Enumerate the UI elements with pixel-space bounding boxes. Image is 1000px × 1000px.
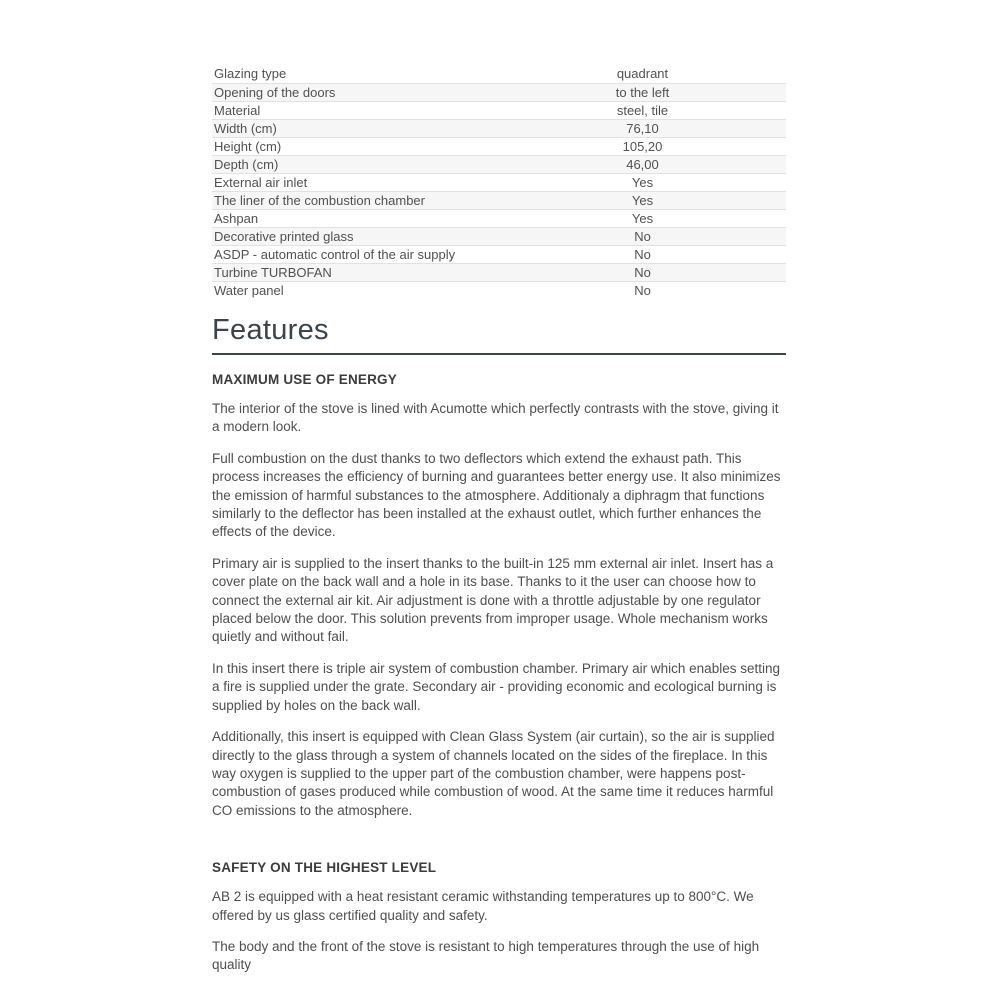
spec-row	[212, 281, 786, 299]
section-paragraph: Primary air is supplied to the insert thanks to the built-in 125 mm external air inlet. Insert has a cover plate on the back wall and a hole in its base. Thanks to it the user can choose how to connect the external air kit. Air adjustment is done with a throttle adjustable by one regulator placed below the door. This solution prevents from improper usage. Whole mechanism works quietly and without fail.	[212, 555, 774, 645]
spec-row	[212, 155, 786, 173]
spec-value: No	[634, 264, 651, 280]
spec-row	[212, 137, 786, 155]
spec-row	[212, 191, 786, 209]
spec-table	[212, 65, 786, 299]
spec-value: No	[634, 282, 651, 298]
spec-label: Height (cm)	[214, 138, 282, 154]
content-column	[212, 65, 786, 975]
section-paragraph: In this insert there is triple air system of combustion chamber. Primary air which enables setting a fire is supplied under the grate. Secondary air - providing economic and ecological burning is supplied by holes on the back wall.	[212, 660, 780, 713]
section-paragraph: The body and the front of the stove is resistant to high temperatures through the use of high quality	[212, 938, 760, 973]
section-paragraph: Full combustion on the dust thanks to two deflectors which extend the exhaust path. This process increases the efficiency of burning and guarantees better energy use. It also minimizes the emission of harmful substances to the atmosphere. Additionaly a diphragm that functions similarly to the deflector has been installed at the exhaust outlet, which further enhances the effects of the device.	[212, 450, 781, 540]
spec-value: Yes	[631, 210, 654, 226]
spec-label: Turbine TURBOFAN	[214, 264, 332, 280]
spec-table-body	[212, 65, 786, 299]
spec-row	[212, 263, 786, 281]
spec-value: Yes	[631, 192, 654, 208]
section-paragraph: Additionally, this insert is equipped with Clean Glass System (air curtain), so the air is supplied directly to the glass through a system of channels located on the sides of the fireplace. In this way oxygen is supplied to the upper part of the combustion chamber, were happens post-combustion of gases produced while combustion of wood. At the same time it reduces harmful CO emissions to the atmosphere.	[212, 729, 775, 818]
spec-value: 46,00	[626, 156, 659, 172]
spec-label: Water panel	[214, 282, 284, 298]
spec-row	[212, 119, 786, 137]
spec-value: Yes	[631, 174, 654, 190]
spec-value: steel, tile	[616, 102, 669, 118]
section-maximum-use-of-energy	[212, 372, 786, 820]
features-title: Features	[212, 314, 329, 346]
section-heading: MAXIMUM USE OF ENERGY	[212, 372, 397, 387]
spec-value: No	[634, 246, 651, 262]
spec-value: 76,10	[626, 120, 659, 136]
section-heading: SAFETY ON THE HIGHEST LEVEL	[212, 860, 437, 876]
spec-label: Material	[214, 102, 261, 118]
spec-value: No	[634, 228, 651, 244]
section-safety-on-the-highest-level	[212, 860, 786, 975]
features-title-rule	[212, 353, 786, 355]
spec-row	[212, 173, 786, 191]
spec-label: ASDP - automatic control of the air supply	[214, 246, 456, 262]
spec-row	[212, 209, 786, 227]
spec-row	[212, 83, 786, 101]
spec-row	[212, 227, 786, 245]
spec-row	[212, 65, 786, 83]
spec-value: to the left	[615, 84, 670, 100]
spec-value: 105,20	[622, 138, 663, 154]
spec-label: External air inlet	[214, 174, 308, 190]
spec-label: Ashpan	[214, 210, 259, 226]
spec-label: Glazing type	[214, 66, 287, 82]
spec-label: Depth (cm)	[214, 156, 279, 172]
spec-label: Width (cm)	[214, 120, 277, 136]
spec-label: Decorative printed glass	[214, 228, 354, 244]
section-paragraph: The interior of the stove is lined with Acumotte which perfectly contrasts with the stove, giving it a modern look.	[212, 401, 779, 435]
spec-row	[212, 101, 786, 119]
spec-row	[212, 245, 786, 263]
section-paragraph: AB 2 is equipped with a heat resistant ceramic withstanding temperatures up to 800°C. We offered by us glass certified quality and safety.	[212, 889, 754, 923]
spec-label: The liner of the combustion chamber	[214, 192, 425, 208]
spec-label: Opening of the doors	[214, 84, 336, 100]
spec-value: quadrant	[616, 66, 669, 82]
